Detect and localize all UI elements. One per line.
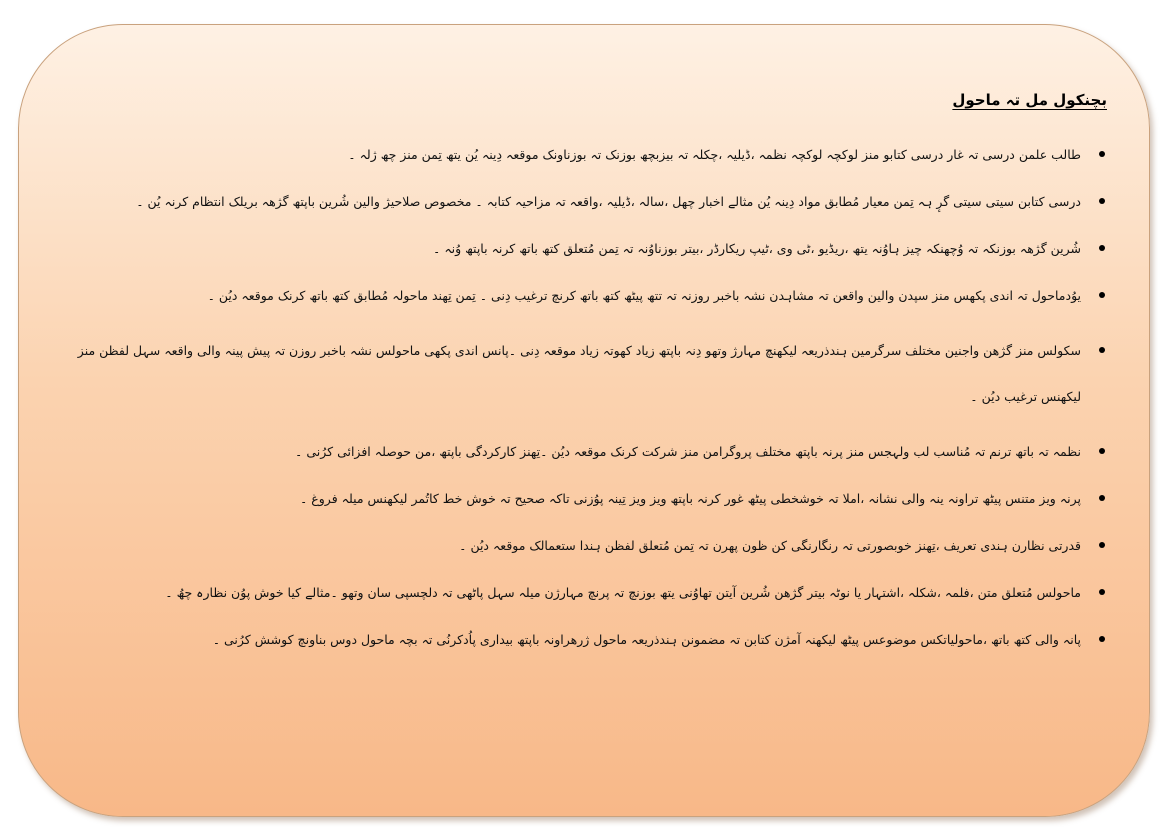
list-item-text: درسی کتابن سیتی سیتی گرٕ ہہ تِمن معیار مُطابق مواد دِینہ یُن مثالے اخبار چھل ،سالہ ،ڈیلیہ ،واقعہ تہ مزاحیہ کتابہ ۔ مخصوص صلاحیژ والین شُرین باپتھ گژھہ بریلک انتظام کرنہ یُن ۔ (136, 194, 1081, 209)
bullet-icon (1099, 542, 1105, 548)
list-item-text: قدرتی نظارن ہندی تعریف ،تِھنز خوبصورتی تہ رنگارنگی کن ظون پھرن تہ تِمن مُتعلق لفظن ہندا ستعمالک موقعہ دیُن ۔ (459, 538, 1081, 553)
list-item-text: طالب علمن درسی تہ غار درسی کتابو منز لوکچہ لوکچہ نظمہ ،ڈیلیہ ،چکلہ تہ بیزبچھ بوزنک تہ بوزناونک موقعہ دِینہ یُن یتھ تِمن منز چھ ژلہ ۔ (348, 147, 1081, 162)
list-item-text: پرنہ ویز متنس پیٹھ تراونہ ینہ والی نشانہ ،املا تہ خوشخطی پیٹھ غور کرنہ باپتھ ویز ویز تِینہ پوُزنی تاکہ صحیح تہ خوش خط کاتُمر لیکھنس میلہ فروغ ۔ (300, 491, 1081, 506)
bullet-icon (1099, 589, 1105, 595)
list-item-text: شُرین گژھہ بوزنکہ تہ وُچھنکہ چیز ہاوُنہ یتھ ،ریڈیو ،ٹی وی ،ٹیپ ریکارڈر ،بیتر بوزناوُنہ تہ تِمن مُتعلق کتھ باتھ کرنہ باپتھ وُنہ ۔ (433, 241, 1081, 256)
bullet-list (60, 140, 1081, 672)
list-item (60, 140, 1081, 170)
bullet-icon (1099, 495, 1105, 501)
page-title: بچنکول مل تہ ماحول (952, 91, 1107, 109)
list-item-text: نظمہ تہ باتھ ترنم تہ مُناسب لب ولہجس منز پرنہ باپتھ مختلف پروگرامن منز شرکت کرنک موقعہ دیُن ۔تِھنز کارکردگی باپتھ ،من حوصلہ افزائی کرُنی ۔ (295, 444, 1081, 459)
list-item (60, 187, 1081, 217)
list-item (60, 531, 1081, 561)
bullet-icon (1099, 448, 1105, 454)
bullet-icon (1099, 292, 1105, 298)
list-item-text: یوُدماحول تہ اندی پکھس منز سپدن والین واقعن تہ مشاہدن نشہ باخبر روزنہ تہ تتھ پیٹھ کتھ باتھ کرنچ ترغیب دِنی ۔ تِمن تِھند ماحولہ مُطابق کتھ باتھ کرنک موقعہ دیُن ۔ (207, 288, 1081, 303)
list-item (60, 625, 1081, 655)
bullet-icon (1099, 347, 1105, 353)
list-item (60, 328, 1081, 420)
bullet-icon (1099, 245, 1105, 251)
list-item (60, 484, 1081, 514)
list-item (60, 281, 1081, 311)
bullet-icon (1099, 198, 1105, 204)
list-item (60, 234, 1081, 264)
list-item (60, 437, 1081, 467)
list-item-text: سکولس منز گژھن واجنین مختلف سرگرمین ہندذریعہ لیکھنچ مہارژ وتھو دِنہ باپتھ زیاد کھوتہ زیاد موقعہ دِنی ۔پانس اندی پکھی ماحولس نشہ باخبر روزن تہ پیش پینہ والی واقعہ سہل لفظن منز لیکھنس ترغیب دیُن ۔ (77, 343, 1081, 404)
list-item-text: ماحولس مُتعلق متن ،فلمہ ،شکلہ ،اشتہار یا نوٹہ بیتر گژھن شُرین آیتن تھاوُنی یتھ بوزنچ تہ پرنچ مہارژن میلہ سہل پاٹھی تہ دلچسپی سان وتھو ۔مثالے کیا خوش پوُن نظارہ چھُ ۔ (165, 585, 1081, 600)
list-item (60, 578, 1081, 608)
bullet-icon (1099, 151, 1105, 157)
bullet-icon (1099, 636, 1105, 642)
list-item-text: پانہ والی کتھ باتھ ،ماحولیاتکس موضوعس پیٹھ لیکھنہ آمژن کتابن تہ مضمونن ہندذریعہ ماحول ژرھراونہ باپتھ بیداری پاُدکرنُی تہ بچہ ماحول دوس بناونچ کوشش کرُنی ۔ (212, 632, 1081, 647)
